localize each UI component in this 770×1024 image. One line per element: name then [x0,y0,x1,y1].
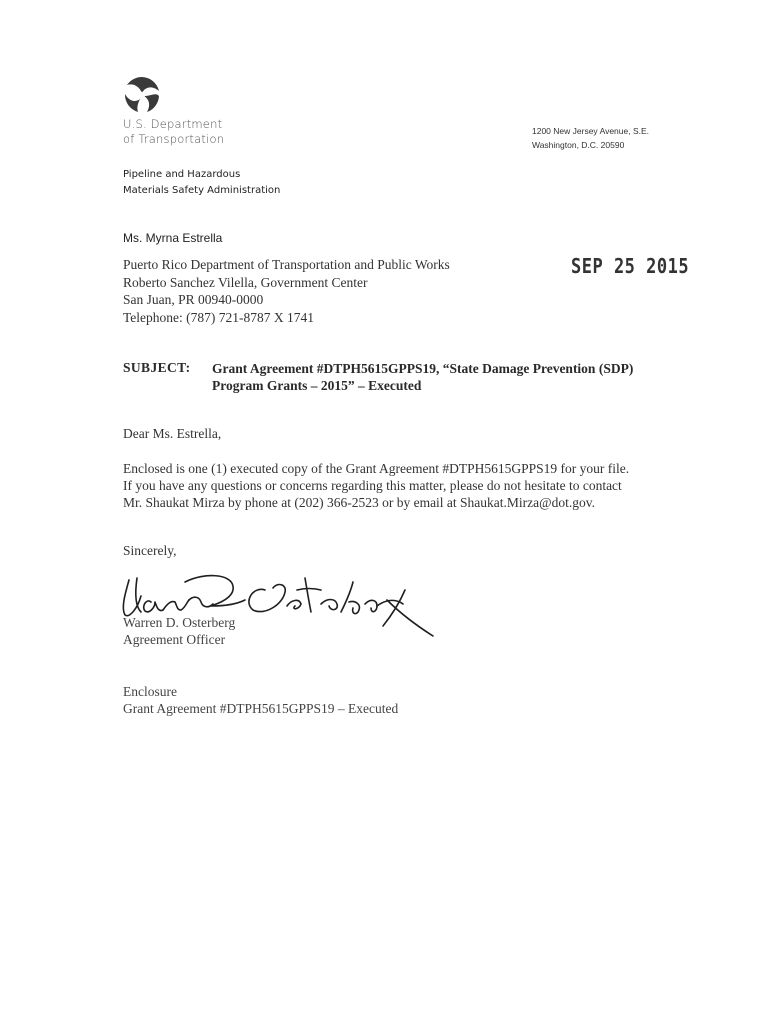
agency-address [532,124,649,152]
salutation: Dear Ms. Estrella, [123,426,222,441]
date-stamp: SEP 25 2015 [571,255,690,279]
body-line-2: If you have any questions or concerns regarding this matter, please do not hesitate to contact [123,478,622,493]
dot-logo-icon [121,74,163,116]
agency-name [123,117,224,147]
recipient-line-3: San Juan, PR 00940-0000 [123,292,264,307]
signer-name: Warren D. Osterberg [123,615,236,630]
subject-label: SUBJECT: [123,360,191,375]
address-line-1: 1200 New Jersey Avenue, S.E. [532,126,650,136]
enclosure-item: Grant Agreement #DTPH5615GPPS19 – Executed [123,701,399,716]
agency-line-1: U.S. Department [123,117,223,131]
letter-body [123,460,683,511]
recipient-line-2: Roberto Sanchez Vilella, Government Center [123,274,368,290]
enclosure-block [123,683,398,717]
admin-line-1: Pipeline and Hazardous [123,169,241,180]
body-line-3: Mr. Shaukat Mirza by phone at (202) 366-2523 or by email at Shaukat.Mirza@dot.gov. [123,495,595,510]
signer-block [123,614,235,648]
recipient-address [123,256,450,326]
administration-name [123,167,280,199]
agency-line-2: of Transportation [123,132,225,146]
enclosure-label: Enclosure [123,684,177,699]
signer-title: Agreement Officer [123,632,226,647]
recipient-line-1: Puerto Rico Department of Transportation and Public Works [123,257,450,272]
subject-line-1: Grant Agreement #DTPH5615GPPS19, “State Damage Prevention (SDP) [212,361,634,376]
admin-line-2: Materials Safety Administration [123,185,281,196]
recipient-name: Ms. Myrna Estrella [123,231,223,245]
closing: Sincerely, [123,543,177,558]
recipient-telephone: Telephone: (787) 721-8787 X 1741 [123,309,315,325]
address-line-2: Washington, D.C. 20590 [532,140,625,150]
body-line-1: Enclosed is one (1) executed copy of the Grant Agreement #DTPH5615GPPS19 for your file. [123,461,630,476]
subject-line-2: Program Grants – 2015” – Executed [212,378,422,393]
subject-text [212,360,682,394]
